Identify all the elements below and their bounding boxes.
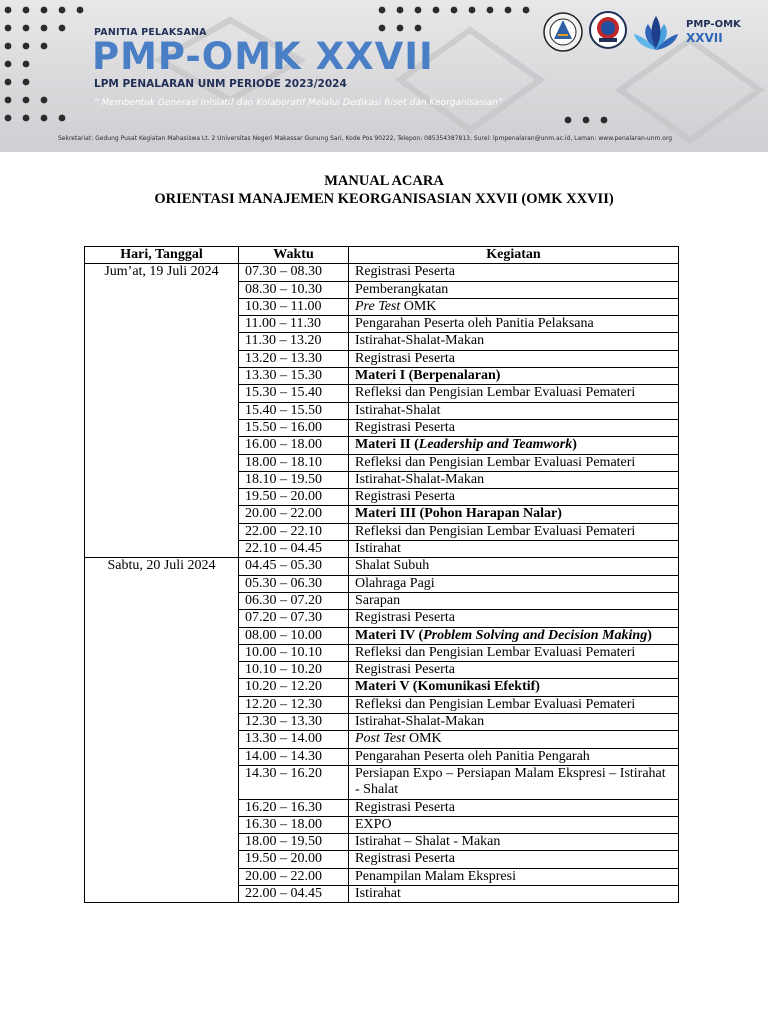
time-cell: 14.00 – 14.30 [239, 748, 349, 765]
time-cell: 08.30 – 10.30 [239, 281, 349, 298]
activity-text: Refleksi dan Pengisian Lembar Evaluasi Pemateri [355, 696, 636, 712]
column-header-time: Waktu [239, 247, 349, 264]
time-cell: 08.00 – 10.00 [239, 627, 349, 644]
activity-text: Materi IV ( [355, 627, 424, 643]
day-cell: Sabtu, 20 Juli 2024 [85, 558, 239, 903]
activity-cell [349, 298, 679, 315]
activity-text: Istirahat-Shalat-Makan [355, 333, 485, 349]
time-cell: 20.00 – 22.00 [239, 506, 349, 523]
activity-cell [349, 419, 679, 436]
activity-text: Materi V (Komunikasi Efektif) [355, 679, 540, 695]
university-logo-icon [542, 11, 584, 53]
activity-text: Pengarahan Peserta oleh Panitia Pengarah [355, 748, 590, 764]
activity-cell [349, 350, 679, 367]
time-cell: 22.10 – 04.45 [239, 541, 349, 558]
activity-text: Registrasi Peserta [355, 350, 455, 366]
table-header-row [85, 247, 679, 264]
activity-text: Post Test [355, 731, 406, 747]
activity-text: Istirahat [355, 541, 401, 557]
schedule-table [84, 246, 679, 903]
activity-text: Persiapan Expo – Persiapan Malam Ekspresi – Istirahat - Shalat [355, 765, 666, 798]
committee-label: PANITIA PELAKSANA [94, 27, 207, 38]
activity-text: Pre Test [355, 298, 401, 314]
activity-text: Pemberangkatan [355, 281, 449, 297]
activity-text: Istirahat – Shalat - Makan [355, 834, 501, 850]
activity-cell [349, 799, 679, 816]
activity-text: Pengarahan Peserta oleh Panitia Pelaksana [355, 316, 594, 332]
activity-text: Registrasi Peserta [355, 799, 455, 815]
activity-text: Refleksi dan Pengisian Lembar Evaluasi Pemateri [355, 454, 636, 470]
lpm-penalaran-logo-icon [588, 10, 628, 50]
activity-text: Istirahat [355, 885, 401, 901]
activity-cell [349, 696, 679, 713]
activity-text: Materi I (Berpenalaran) [355, 368, 501, 384]
event-subtitle: LPM PENALARAN UNM PERIODE 2023/2024 [94, 78, 347, 90]
activity-cell [349, 679, 679, 696]
activity-text: Registrasi Peserta [355, 489, 455, 505]
column-header-day: Hari, Tanggal [85, 247, 239, 264]
time-cell: 13.30 – 15.30 [239, 368, 349, 385]
activity-cell [349, 489, 679, 506]
time-cell: 15.30 – 15.40 [239, 385, 349, 402]
activity-text: Sarapan [355, 592, 401, 608]
activity-text: Materi II ( [355, 437, 419, 453]
activity-text: Registrasi Peserta [355, 851, 455, 867]
time-cell: 19.50 – 20.00 [239, 489, 349, 506]
activity-text: EXPO [355, 816, 392, 832]
document-title: MANUAL ACARA [324, 173, 444, 189]
activity-cell [349, 714, 679, 731]
activity-text: Registrasi Peserta [355, 610, 455, 626]
day-cell: Jum’at, 19 Juli 2024 [85, 264, 239, 558]
pmp-omk-flower-logo-icon [628, 10, 684, 54]
activity-cell [349, 731, 679, 748]
activity-text: Olahraga Pagi [355, 575, 435, 591]
activity-cell [349, 523, 679, 540]
activity-text: Refleksi dan Pengisian Lembar Evaluasi Pemateri [355, 523, 636, 539]
table-row [85, 264, 679, 281]
activity-cell [349, 851, 679, 868]
time-cell: 15.50 – 16.00 [239, 419, 349, 436]
activity-text: OMK [405, 731, 442, 747]
time-cell: 11.30 – 13.20 [239, 333, 349, 350]
schedule-body [85, 264, 679, 903]
time-cell: 16.20 – 16.30 [239, 799, 349, 816]
activity-text: Refleksi dan Pengisian Lembar Evaluasi Pemateri [355, 385, 636, 401]
activity-cell [349, 627, 679, 644]
activity-cell [349, 402, 679, 419]
time-cell: 10.30 – 11.00 [239, 298, 349, 315]
activity-cell [349, 385, 679, 402]
time-cell: 18.00 – 19.50 [239, 834, 349, 851]
time-cell: 06.30 – 07.20 [239, 592, 349, 609]
time-cell: 22.00 – 04.45 [239, 885, 349, 902]
document-subtitle: ORIENTASI MANAJEMEN KEORGANISASIAN XXVII (OMK XXVII) [154, 191, 614, 207]
activity-cell [349, 644, 679, 661]
activity-text: OMK [400, 298, 437, 314]
time-cell: 07.30 – 08.30 [239, 264, 349, 281]
activity-cell [349, 471, 679, 488]
activity-cell [349, 610, 679, 627]
activity-text: Problem Solving and Decision Making [423, 627, 648, 643]
logo-caption-top: PMP-OMK [686, 19, 741, 30]
activity-cell [349, 368, 679, 385]
time-cell: 16.00 – 18.00 [239, 437, 349, 454]
activity-cell [349, 816, 679, 833]
activity-cell [349, 834, 679, 851]
secretariat-address: Sekretariat: Gedung Pusat Kegiatan Mahasiswa Lt. 2 Universitas Negeri Makassar Gunung Sari, Kode Pos 90222, Telepon: 085354387813, Surel: lpmpenalaran@unm.ac.id, Laman: www.penalaran-unm.org [58, 135, 673, 142]
activity-text: Refleksi dan Pengisian Lembar Evaluasi Pemateri [355, 644, 636, 660]
time-cell: 20.00 – 22.00 [239, 868, 349, 885]
time-cell: 13.30 – 14.00 [239, 731, 349, 748]
activity-cell [349, 592, 679, 609]
activity-cell [349, 281, 679, 298]
time-cell: 22.00 – 22.10 [239, 523, 349, 540]
activity-cell [349, 454, 679, 471]
time-cell: 14.30 – 16.20 [239, 765, 349, 799]
time-cell: 15.40 – 15.50 [239, 402, 349, 419]
time-cell: 10.10 – 10.20 [239, 662, 349, 679]
time-cell: 16.30 – 18.00 [239, 816, 349, 833]
time-cell: 11.00 – 11.30 [239, 316, 349, 333]
time-cell: 19.50 – 20.00 [239, 851, 349, 868]
letterhead-banner [0, 0, 768, 152]
activity-text: Registrasi Peserta [355, 662, 455, 678]
activity-cell [349, 541, 679, 558]
time-cell: 05.30 – 06.30 [239, 575, 349, 592]
activity-cell [349, 437, 679, 454]
activity-text: Shalat Subuh [355, 558, 430, 574]
time-cell: 18.10 – 19.50 [239, 471, 349, 488]
event-title: PMP-OMK XXVII [92, 35, 434, 78]
logo-caption-bottom: XXVII [686, 31, 723, 45]
table-row [85, 558, 679, 575]
tagline: “ Membentuk Generasi Inisiatif dan Kolaboratif Melalui Dedikasi Riset dan Keorganisasian” [94, 98, 503, 108]
activity-text: Registrasi Peserta [355, 419, 455, 435]
time-cell: 10.00 – 10.10 [239, 644, 349, 661]
time-cell: 12.20 – 12.30 [239, 696, 349, 713]
activity-text: Istirahat-Shalat-Makan [355, 471, 485, 487]
column-header-activity: Kegiatan [349, 247, 679, 264]
activity-text: Penampilan Malam Ekspresi [355, 868, 516, 884]
activity-cell [349, 765, 679, 799]
activity-cell [349, 575, 679, 592]
time-cell: 07.20 – 07.30 [239, 610, 349, 627]
activity-text: ) [647, 627, 652, 643]
time-cell: 04.45 – 05.30 [239, 558, 349, 575]
activity-text: Istirahat-Shalat [355, 402, 441, 418]
activity-cell [349, 662, 679, 679]
activity-text: Registrasi Peserta [355, 264, 455, 280]
activity-text: Istirahat-Shalat-Makan [355, 714, 485, 730]
activity-text: ) [572, 437, 577, 453]
activity-text: Leadership and Teamwork [418, 437, 573, 453]
time-cell: 13.20 – 13.30 [239, 350, 349, 367]
activity-cell [349, 885, 679, 902]
activity-cell [349, 558, 679, 575]
activity-text: Materi III (Pohon Harapan Nalar) [355, 506, 562, 522]
activity-cell [349, 506, 679, 523]
activity-cell [349, 264, 679, 281]
time-cell: 12.30 – 13.30 [239, 714, 349, 731]
time-cell: 18.00 – 18.10 [239, 454, 349, 471]
activity-cell [349, 748, 679, 765]
activity-cell [349, 868, 679, 885]
activity-cell [349, 333, 679, 350]
activity-cell [349, 316, 679, 333]
time-cell: 10.20 – 12.20 [239, 679, 349, 696]
